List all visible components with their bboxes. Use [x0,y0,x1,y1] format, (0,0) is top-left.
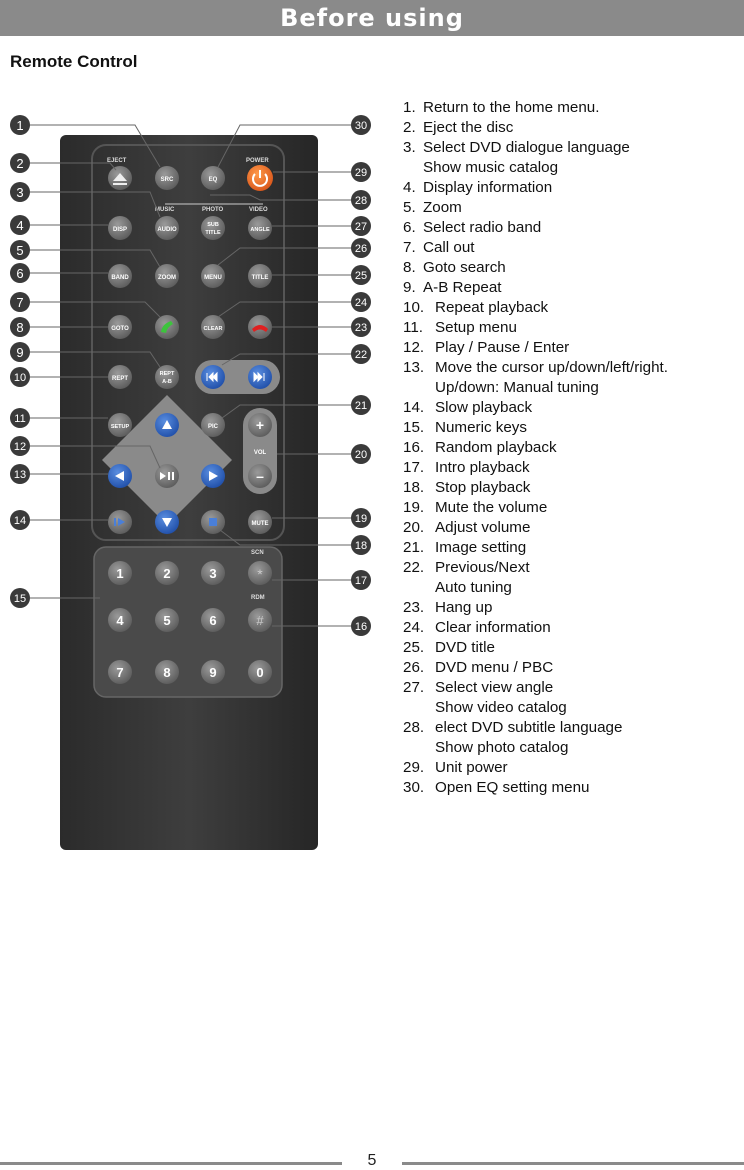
legend-text-line: Previous/Next [435,559,530,576]
callout-18 [351,535,371,555]
svg-text:AUDIO: AUDIO [157,227,177,233]
svg-text:9: 9 [209,665,217,680]
eject-button[interactable] [108,166,132,190]
legend-text [423,138,738,178]
legend-text-line: Display information [423,179,553,196]
legend-number: 27. [403,679,425,696]
legend-number: 8. [403,259,416,276]
legend-item [403,278,738,298]
svg-text:3: 3 [16,185,24,200]
legend-number: 10. [403,299,425,316]
legend-item [403,758,738,778]
legend-text-line: Auto tuning [435,579,512,596]
svg-text:23: 23 [354,322,368,334]
page-banner: Before using [0,0,744,36]
key-2[interactable] [155,561,179,585]
svg-text:REPT: REPT [111,376,129,382]
legend-text-line: Mute the volume [435,499,548,516]
svg-text:REPT: REPT [159,371,175,377]
callout-3 [10,182,30,202]
svg-text:13: 13 [13,469,27,481]
footer-line-right [402,1162,744,1165]
svg-text:ANGLE: ANGLE [250,227,270,233]
callout-11 [10,408,30,428]
callout-26 [351,238,371,258]
callout-19 [351,508,371,528]
svg-text:A-B: A-B [162,379,172,385]
legend-number: 2. [403,119,416,136]
callout-27 [351,216,371,236]
footer-line-left [0,1162,342,1165]
callout-30 [351,115,371,135]
svg-text:1: 1 [16,118,24,133]
legend-text [423,238,738,258]
svg-text:22: 22 [354,349,368,361]
key-4[interactable] [108,608,132,632]
page-number: 5 [367,1152,377,1169]
key-star[interactable] [248,561,272,585]
disp-button[interactable] [108,216,132,240]
legend-text [435,478,738,498]
legend-number: 18. [403,479,425,496]
svg-text:MENU: MENU [204,275,222,281]
clear-button[interactable] [201,315,225,339]
legend-text-line: Select view angle [435,679,554,696]
callout-22 [351,344,371,364]
legend-text-line: Show music catalog [423,159,559,176]
legend-item [403,238,738,258]
legend-text-line: Call out [423,239,475,256]
legend-item [403,518,738,538]
key-7[interactable] [108,660,132,684]
svg-text:6: 6 [209,613,217,628]
svg-text:5: 5 [16,243,24,258]
callout-25 [351,265,371,285]
svg-text:–: – [256,468,264,484]
legend-text [435,638,738,658]
legend-item [403,258,738,278]
legend-text [435,458,738,478]
up-button[interactable] [155,413,179,437]
svg-text:15: 15 [13,593,27,605]
legend-item [403,118,738,138]
eject-label: EJECT [107,158,127,164]
stop-icon [209,518,217,526]
photo-label: PHOTO [202,207,224,213]
svg-text:TITLE: TITLE [251,275,269,281]
legend-item [403,438,738,458]
callout-28 [351,190,371,210]
legend-number: 1. [403,99,416,116]
legend-text [423,118,738,138]
legend-text-line: Setup menu [435,319,517,336]
vol-label: VOL [253,450,267,456]
legend-number: 12. [403,339,425,356]
legend-number: 6. [403,219,416,236]
legend-item [403,558,738,598]
svg-text:*: * [257,566,263,582]
legend-text [435,318,738,338]
svg-text:SUB: SUB [207,222,219,228]
legend-text-line: Adjust volume [435,519,531,536]
legend-text [435,598,738,618]
legend-number: 17. [403,459,425,476]
music-label: MUSIC [155,207,175,213]
legend-text [435,558,738,598]
legend-text [423,258,738,278]
legend-text [423,218,738,238]
legend-number: 16. [403,439,425,456]
callout-9 [10,342,30,362]
legend-item [403,598,738,618]
svg-text:6: 6 [16,266,24,281]
audio-button[interactable] [155,216,179,240]
svg-text:7: 7 [16,295,24,310]
legend-number: 4. [403,179,416,196]
mute-button[interactable] [248,510,272,534]
svg-text:20: 20 [354,449,368,461]
svg-text:MUTE: MUTE [251,521,269,527]
legend-text-line: Return to the home menu. [423,99,600,116]
legend-number: 21. [403,539,425,556]
legend-text [423,198,738,218]
legend-number: 14. [403,399,425,416]
svg-text:SRC: SRC [160,177,174,183]
legend-text-line: Slow playback [435,399,533,416]
callout-20 [351,444,371,464]
power-label: POWER [246,158,269,164]
svg-text:5: 5 [163,613,171,628]
legend-text-line: Play / Pause / Enter [435,339,570,356]
svg-text:#: # [256,613,264,628]
legend-number: 30. [403,779,425,796]
legend-number: 7. [403,239,416,256]
callout-5 [10,240,30,260]
legend-number: 11. [403,319,423,336]
callout-12 [10,436,30,456]
hangup-button[interactable] [248,315,272,339]
svg-text:24: 24 [354,297,368,309]
legend-item [403,658,738,678]
svg-text:26: 26 [354,243,368,255]
key-9[interactable] [201,660,225,684]
left-button[interactable] [108,464,132,488]
previous-button[interactable] [201,365,225,389]
src-button[interactable] [155,166,179,190]
svg-text:4: 4 [116,613,124,628]
svg-text:17: 17 [354,575,368,587]
svg-text:2: 2 [163,566,171,581]
slow-button[interactable] [108,510,132,534]
callout-4 [10,215,30,235]
callout-23 [351,317,371,337]
angle-button[interactable] [248,216,272,240]
legend-text-line: Random playback [435,439,557,456]
svg-text:4: 4 [16,218,24,233]
svg-text:PIC: PIC [207,424,219,430]
menu-button[interactable] [201,264,225,288]
legend-number: 25. [403,639,425,656]
svg-text:SETUP: SETUP [110,424,130,430]
svg-text:1: 1 [116,566,124,581]
legend-text-line: Stop playback [435,479,531,496]
legend-text-line: Open EQ setting menu [435,779,590,796]
legend-text-line: Move the cursor up/down/left/right. [435,359,668,376]
legend-item [403,458,738,478]
legend-item [403,398,738,418]
legend-item [403,98,738,118]
legend-text-line: Eject the disc [423,119,514,136]
volume-down-button[interactable] [248,464,272,488]
legend-text-line: Up/down: Manual tuning [435,379,599,396]
svg-text:3: 3 [209,566,217,581]
svg-text:8: 8 [163,665,171,680]
svg-text:9: 9 [16,345,24,360]
legend-item [403,318,738,338]
legend-number: 9. [403,279,416,296]
pic-button[interactable] [201,413,225,437]
svg-text:19: 19 [354,513,368,525]
callout-24 [351,292,371,312]
legend-text-line: A-B Repeat [423,279,502,296]
rdm-label: RDM [251,595,265,601]
legend-item [403,338,738,358]
legend-number: 26. [403,659,425,676]
svg-text:14: 14 [13,515,27,527]
svg-text:DISP: DISP [112,227,128,233]
legend-number: 19. [403,499,425,516]
legend-number: 13. [403,359,425,376]
stop-button[interactable] [201,510,225,534]
svg-text:28: 28 [354,195,368,207]
svg-text:21: 21 [354,400,368,412]
key-hash[interactable] [248,608,272,632]
callout-8 [10,317,30,337]
svg-text:TITLE: TITLE [205,230,221,236]
power-button[interactable] [247,165,273,191]
legend-text-line: Clear information [435,619,551,636]
legend-item [403,718,738,758]
callout-14 [10,510,30,530]
legend-text [435,418,738,438]
legend-number: 20. [403,519,425,536]
legend-number: 29. [403,759,425,776]
legend-item [403,618,738,638]
svg-text:CLEAR: CLEAR [203,326,223,332]
legend-text [435,338,738,358]
section-title: Remote Control [10,52,138,71]
key-5[interactable] [155,608,179,632]
play-pause-button[interactable] [155,464,179,488]
rept-ab-button[interactable] [155,365,179,389]
legend-number: 3. [403,139,416,156]
key-0[interactable] [248,660,272,684]
legend-text-line: DVD menu / PBC [435,659,554,676]
legend-number: 23. [403,599,425,616]
svg-text:+: + [255,417,265,433]
rept-button[interactable] [108,365,132,389]
legend-item [403,538,738,558]
legend-text [435,718,738,758]
callout-17 [351,570,371,590]
legend-text-line: Image setting [435,539,527,556]
legend-text [435,678,738,718]
legend-text-line: Select radio band [423,219,542,236]
svg-text:GOTO: GOTO [111,326,129,332]
callout-21 [351,395,371,415]
legend-item [403,498,738,518]
legend-text-line: elect DVD subtitle language [435,719,623,736]
legend-item [403,638,738,658]
video-label: VIDEO [249,207,268,213]
down-button[interactable] [155,510,179,534]
legend-text-line: Show photo catalog [435,739,569,756]
call-button[interactable] [155,315,179,339]
legend-item [403,298,738,318]
callout-7 [10,292,30,312]
eq-button[interactable] [201,166,225,190]
legend-number: 22. [403,559,425,576]
svg-text:12: 12 [13,441,27,453]
legend-item [403,478,738,498]
svg-text:18: 18 [354,540,368,552]
legend-item [403,198,738,218]
svg-text:16: 16 [354,621,368,633]
legend-item [403,778,738,798]
svg-text:2: 2 [16,156,24,171]
legend-text-line: Repeat playback [435,299,549,316]
title-button[interactable] [248,264,272,288]
scn-label: SCN [251,550,264,556]
legend-number: 15. [403,419,425,436]
legend-text-line: Zoom [423,199,462,216]
svg-text:0: 0 [256,665,264,680]
legend-item [403,358,738,398]
subtitle-button[interactable] [201,216,225,240]
svg-text:EQ: EQ [208,177,218,183]
legend-text-line: Intro playback [435,459,530,476]
key-1[interactable] [108,561,132,585]
key-6[interactable] [201,608,225,632]
legend-text [435,298,738,318]
legend-text [435,778,738,798]
svg-text:BAND: BAND [111,275,129,281]
legend-number: 24. [403,619,425,636]
right-button[interactable] [201,464,225,488]
next-button[interactable] [248,365,272,389]
key-8[interactable] [155,660,179,684]
legend-text [435,618,738,638]
callout-1 [10,115,30,135]
legend-text-line: Goto search [423,259,506,276]
setup-button[interactable] [108,413,132,437]
callout-16 [351,616,371,636]
svg-text:10: 10 [13,372,27,384]
legend-text [423,278,738,298]
legend-text [435,758,738,778]
legend-item [403,418,738,438]
callout-2 [10,153,30,173]
svg-text:25: 25 [354,270,368,282]
legend-text-line: Select DVD dialogue language [423,139,630,156]
callout-10 [10,367,30,387]
legend-text [435,398,738,418]
band-button[interactable] [108,264,132,288]
remote-illustration [0,95,390,855]
svg-text:ZOOM: ZOOM [158,275,176,281]
goto-button[interactable] [108,315,132,339]
legend-text [423,98,738,118]
legend-text [435,498,738,518]
svg-text:30: 30 [354,120,368,132]
legend-text-line: Show video catalog [435,699,567,716]
callout-15 [10,588,30,608]
svg-text:7: 7 [116,665,124,680]
legend-number: 28. [403,719,425,736]
legend-number: 5. [403,199,416,216]
svg-text:29: 29 [354,167,368,179]
function-legend [403,98,738,798]
legend-text-line: Unit power [435,759,508,776]
callout-6 [10,263,30,283]
legend-text [435,658,738,678]
legend-text-line: DVD title [435,639,495,656]
callout-29 [351,162,371,182]
legend-item [403,218,738,238]
legend-item [403,678,738,718]
legend-text [435,438,738,458]
legend-text [435,358,738,398]
legend-text-line: Numeric keys [435,419,527,436]
svg-text:8: 8 [16,320,24,335]
legend-text [435,518,738,538]
legend-text-line: Hang up [435,599,493,616]
zoom-button[interactable] [155,264,179,288]
svg-text:11: 11 [14,413,26,425]
volume-up-button[interactable] [248,413,272,437]
legend-item [403,138,738,178]
legend-text [423,178,738,198]
svg-text:27: 27 [354,221,368,233]
callout-13 [10,464,30,484]
legend-item [403,178,738,198]
legend-text [435,538,738,558]
key-3[interactable] [201,561,225,585]
